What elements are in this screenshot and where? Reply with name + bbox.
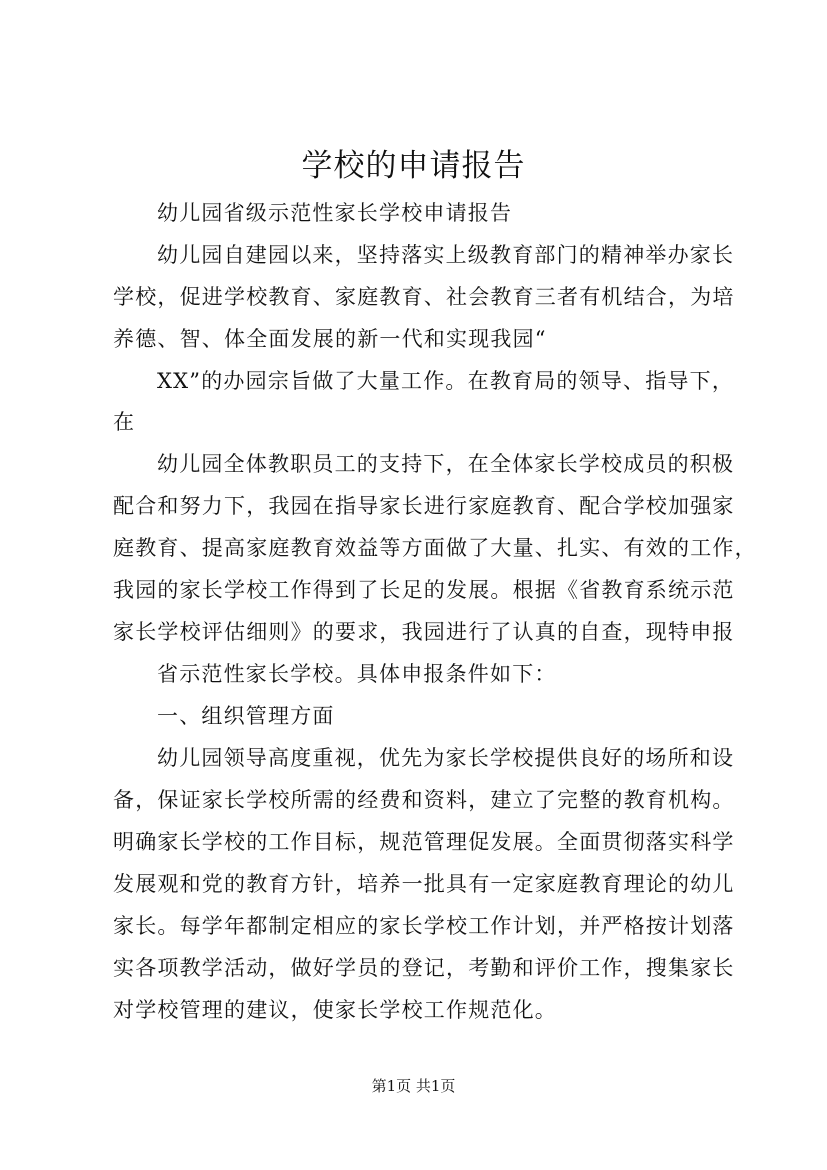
text-line: 幼儿园自建园以来，坚持落实上级教育部门的精神举办家长 <box>157 243 735 267</box>
text-line: 我园的家长学校工作得到了长足的发展。根据《省教育系统示范 <box>113 578 735 602</box>
page-footer: 第1页 共1页 <box>371 1077 456 1095</box>
document-title: 学校的申请报告 <box>301 148 526 184</box>
text-line: 备，保证家长学校所需的经费和资料，建立了完整的教育机构。 <box>113 788 735 812</box>
text-line: 省示范性家长学校。具体申报条件如下： <box>157 662 557 686</box>
text-line: 幼儿园全体教职员工的支持下，在全体家长学校成员的积极 <box>157 452 735 476</box>
text-line: 在 <box>113 410 136 434</box>
text-line: 明确家长学校的工作目标，规范管理促发展。全面贯彻落实科学 <box>113 830 735 854</box>
text-line: 发展观和党的教育方针，培养一批具有一定家庭教育理论的幼儿 <box>113 872 735 896</box>
text-line: 实各项教学活动，做好学员的登记，考勤和评价工作，搜集家长 <box>113 956 735 980</box>
text-line: 对学校管理的建议，使家长学校工作规范化。 <box>113 998 557 1022</box>
text-line: 幼儿园领导高度重视，优先为家长学校提供良好的场所和设 <box>157 746 735 770</box>
text-line: 幼儿园省级示范性家长学校申请报告 <box>157 201 513 225</box>
text-line: 养德、智、体全面发展的新一代和实现我园“ <box>113 327 547 351</box>
text-line: 庭教育、提高家庭教育效益等方面做了大量、扎实、有效的工作， <box>113 536 757 560</box>
text-line: 家长学校评估细则》的要求，我园进行了认真的自查，现特申报 <box>113 620 735 644</box>
section-heading: 一、组织管理方面 <box>157 704 335 728</box>
text-line: 学校，促进学校教育、家庭教育、社会教育三者有机结合，为培 <box>113 285 735 309</box>
text-line: 家长。每学年都制定相应的家长学校工作计划，并严格按计划落 <box>113 914 735 938</box>
text-line: XX”的办园宗旨做了大量工作。在教育局的领导、指导下， <box>157 369 735 393</box>
text-line: 配合和努力下，我园在指导家长进行家庭教育、配合学校加强家 <box>113 494 735 518</box>
